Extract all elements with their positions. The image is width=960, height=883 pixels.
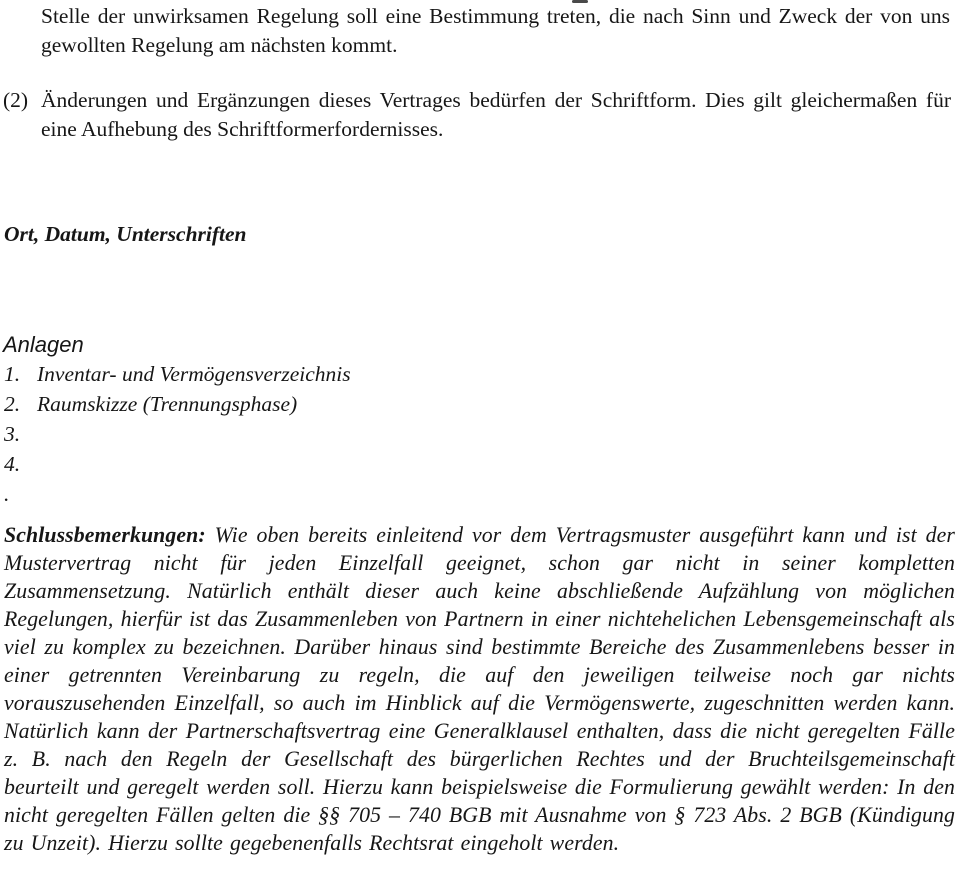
list-item-text (37, 479, 960, 509)
paragraph-severability: Stelle der unwirksamen Regelung soll eine Bestimmung treten, die nach Sinn und Zweck der von uns gewollten Regelung am nächsten kommt. (41, 4, 950, 57)
list-item-text (37, 419, 960, 449)
attachments-list (4, 359, 960, 509)
list-item (4, 359, 960, 389)
list-item (4, 419, 960, 449)
list-item (4, 479, 960, 509)
list-item (4, 389, 960, 419)
closing-remarks-text: Wie oben bereits einleitend vor dem Vertragsmuster ausgeführt kann und ist der Mustervertrag nicht für jeden Einzelfall geeignet, schon gar nicht in seiner kompletten Zusammensetzung. Natürlich enthält dieser auch keine abschließende Aufzählung von möglichen Regelungen, hierfür ist das Zusammenleben von Partnern in einer nichtehelichen Lebensgemeinschaft als viel zu komplex zu bezeichnen. Darüber hinaus sind bestimmte Bereiche des Zusammenlebens besser in einer getrennten Vereinbarung zu regeln, die auf den jeweiligen teilweise noch gar nichts vorauszusehenden Einzelfall, so auch im Hinblick auf die Vermögenswerte, zugeschnitten werden kann. Natürlich kann der Partnerschaftsvertrag eine Generalklausel enthalten, dass die nicht geregelten Fälle z. B. nach den Regeln der Gesellschaft des bürgerlichen Rechtes und der Bruchteilsgemeinschaft beurteilt und geregelt werden soll. Hierzu kann beispielsweise die Formulierung gewählt werden: In den nicht geregelten Fällen gelten die §§ 705 – 740 BGB mit Ausnahme von § 723 Abs. 2 BGB (Kündigung zu Unzeit). Hierzu sollte gegebenenfalls Rechtsrat eingeholt werden. (4, 523, 955, 855)
clause-text: Änderungen und Ergänzungen dieses Vertrages bedürfen der Schriftform. Dies gilt gleichermaßen für eine Aufhebung des Schriftformerfordernisses. (41, 88, 951, 141)
list-item-text (37, 449, 960, 479)
signature-heading: Ort, Datum, Unterschriften (4, 222, 247, 246)
list-item-text: Inventar- und Vermögensverzeichnis (37, 362, 351, 386)
list-item-number: 1. (4, 362, 21, 386)
list-item (4, 449, 960, 479)
list-item-number: 2. (4, 392, 21, 416)
scan-artifact (572, 0, 588, 3)
closing-remarks-paragraph (4, 521, 955, 857)
paragraph-schriftform (3, 86, 951, 144)
clause-number: (2) (3, 88, 29, 112)
list-item-number: 4. (4, 452, 21, 476)
attachments-heading: Anlagen (3, 332, 84, 357)
list-item-number: . (4, 482, 10, 506)
closing-remarks-lead: Schlussbemerkungen: (4, 523, 206, 547)
list-item-number: 3. (4, 422, 21, 446)
list-item-text: Raumskizze (Trennungsphase) (37, 392, 298, 416)
